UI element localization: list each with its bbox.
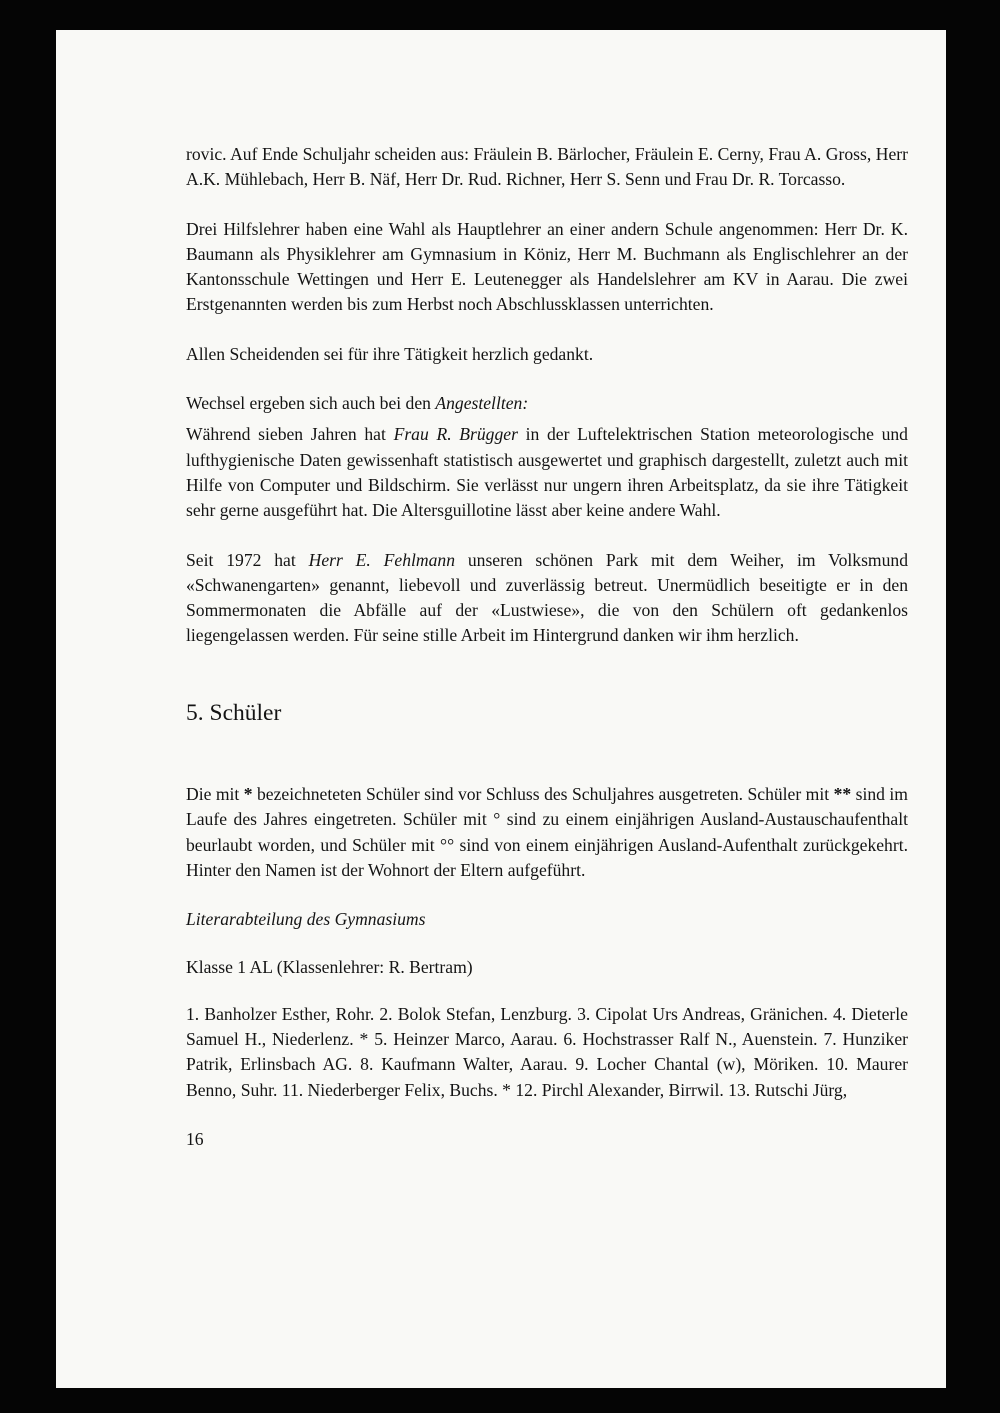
text-run: Während sieben Jahren hat bbox=[186, 424, 394, 445]
subsection-title bbox=[186, 907, 908, 932]
double-asterisk-marker: ** bbox=[833, 784, 852, 805]
paragraph-fehlmann bbox=[186, 548, 908, 649]
text-run: sind im Laufe des Jahres eingetreten. Schüler mit ° sind zu einem einjährigen Ausland-Austauschaufenthalt beurlaubt worden, und Schüler mit °° sind von einem einjährigen Ausland-Aufenthalt zurückgekehrt. Hinter den Namen ist der Wohnort der Eltern aufgeführt. bbox=[186, 784, 908, 880]
document-page bbox=[56, 30, 946, 1388]
paragraph-retirements: rovic. Auf Ende Schuljahr scheiden aus: Fräulein B. Bärlocher, Fräulein E. Cerny, Frau A. Gross, Herr A.K. Mühlebach, Herr B. Näf, Herr Dr. Rud. Richner, Herr S. Senn und Frau Dr. R. Torcasso. bbox=[186, 144, 908, 190]
class-header: Klasse 1 AL (Klassenlehrer: R. Bertram) bbox=[186, 956, 473, 977]
text-run: Die mit bbox=[186, 784, 244, 805]
section-heading: 5. Schüler bbox=[186, 699, 282, 726]
asterisk-marker: * bbox=[243, 784, 253, 805]
page-number: 16 bbox=[186, 1129, 204, 1150]
paragraph-hilfslehrer: Drei Hilfslehrer haben eine Wahl als Hauptlehrer an einer andern Schule angenommen: Herr Dr. K. Baumann als Physiklehrer am Gymnasium in Köniz, Herr M. Buchmann als Englischlehrer an der Kantonsschule Wettingen und Herr E. Leutenegger als Handelslehrer am KV in Aarau. Die zwei Erstgenannten werden bis zum Herbst noch Abschlussklassen unterrichten. bbox=[186, 218, 908, 315]
text-run-italic: Herr E. Fehlmann bbox=[308, 549, 455, 570]
text-run: Wechsel ergeben sich auch bei den bbox=[186, 393, 436, 414]
text-run: in der Luftelektrischen Station meteorologische und lufthygienische Daten gewissenhaft statistisch ausgewertet und graphisch dargestellt, zuletzt auch mit Hilfe von Computer und Bildschirm. Sie verlässt nur ungern ihren Arbeitsplatz, da sie ihre Tätigkeit sehr gerne ausgeführt hat. Die Altersguillotine lässt aber keine andere Wahl. bbox=[186, 424, 908, 521]
text-run: unseren schönen Park mit dem Weiher, im Volksmund «Schwanengarten» genannt, liebevoll und zuverlässig betreut. Unermüdlich beseitigte er in den Sommermonaten die Abfälle auf der «Lustwiese», die von den Schülern oft gedankenlos liegengelassen werden. Für seine stille Arbeit im Hintergrund danken wir ihm herzlich. bbox=[186, 549, 908, 646]
student-list: 1. Banholzer Esther, Rohr. 2. Bolok Stefan, Lenzburg. 3. Cipolat Urs Andreas, Gränichen. 4. Dieterle Samuel H., Niederlenz. * 5. Heinzer Marco, Aarau. 6. Hochstrasser Ralf N., Auenstein. 7. Hunziker Patrik, Erlinsbach AG. 8. Kaufmann Walter, Aarau. 9. Locher Chantal (w), Möriken. 10. Maurer Benno, Suhr. 11. Niederberger Felix, Buchs. * 12. Pirchl Alexander, Birrwil. 13. Rutschi Jürg, bbox=[186, 1003, 908, 1100]
text-run-italic: Frau R. Brügger bbox=[393, 424, 518, 445]
text-run-italic: Literarabteilung des Gymnasiums bbox=[186, 909, 426, 930]
paragraph-thanks: Allen Scheidenden sei für ihre Tätigkeit herzlich gedankt. bbox=[186, 343, 594, 364]
text-run: Seit 1972 hat bbox=[186, 549, 309, 570]
text-run-italic: Angestellten: bbox=[435, 393, 529, 414]
paragraph-legend bbox=[186, 782, 908, 883]
text-block bbox=[186, 142, 908, 1152]
paragraph-bruegger bbox=[186, 422, 908, 523]
text-run: bezeichneteten Schüler sind vor Schluss des Schuljahres ausgetreten. Schüler mit bbox=[252, 784, 834, 805]
paragraph-wechsel bbox=[186, 391, 908, 416]
